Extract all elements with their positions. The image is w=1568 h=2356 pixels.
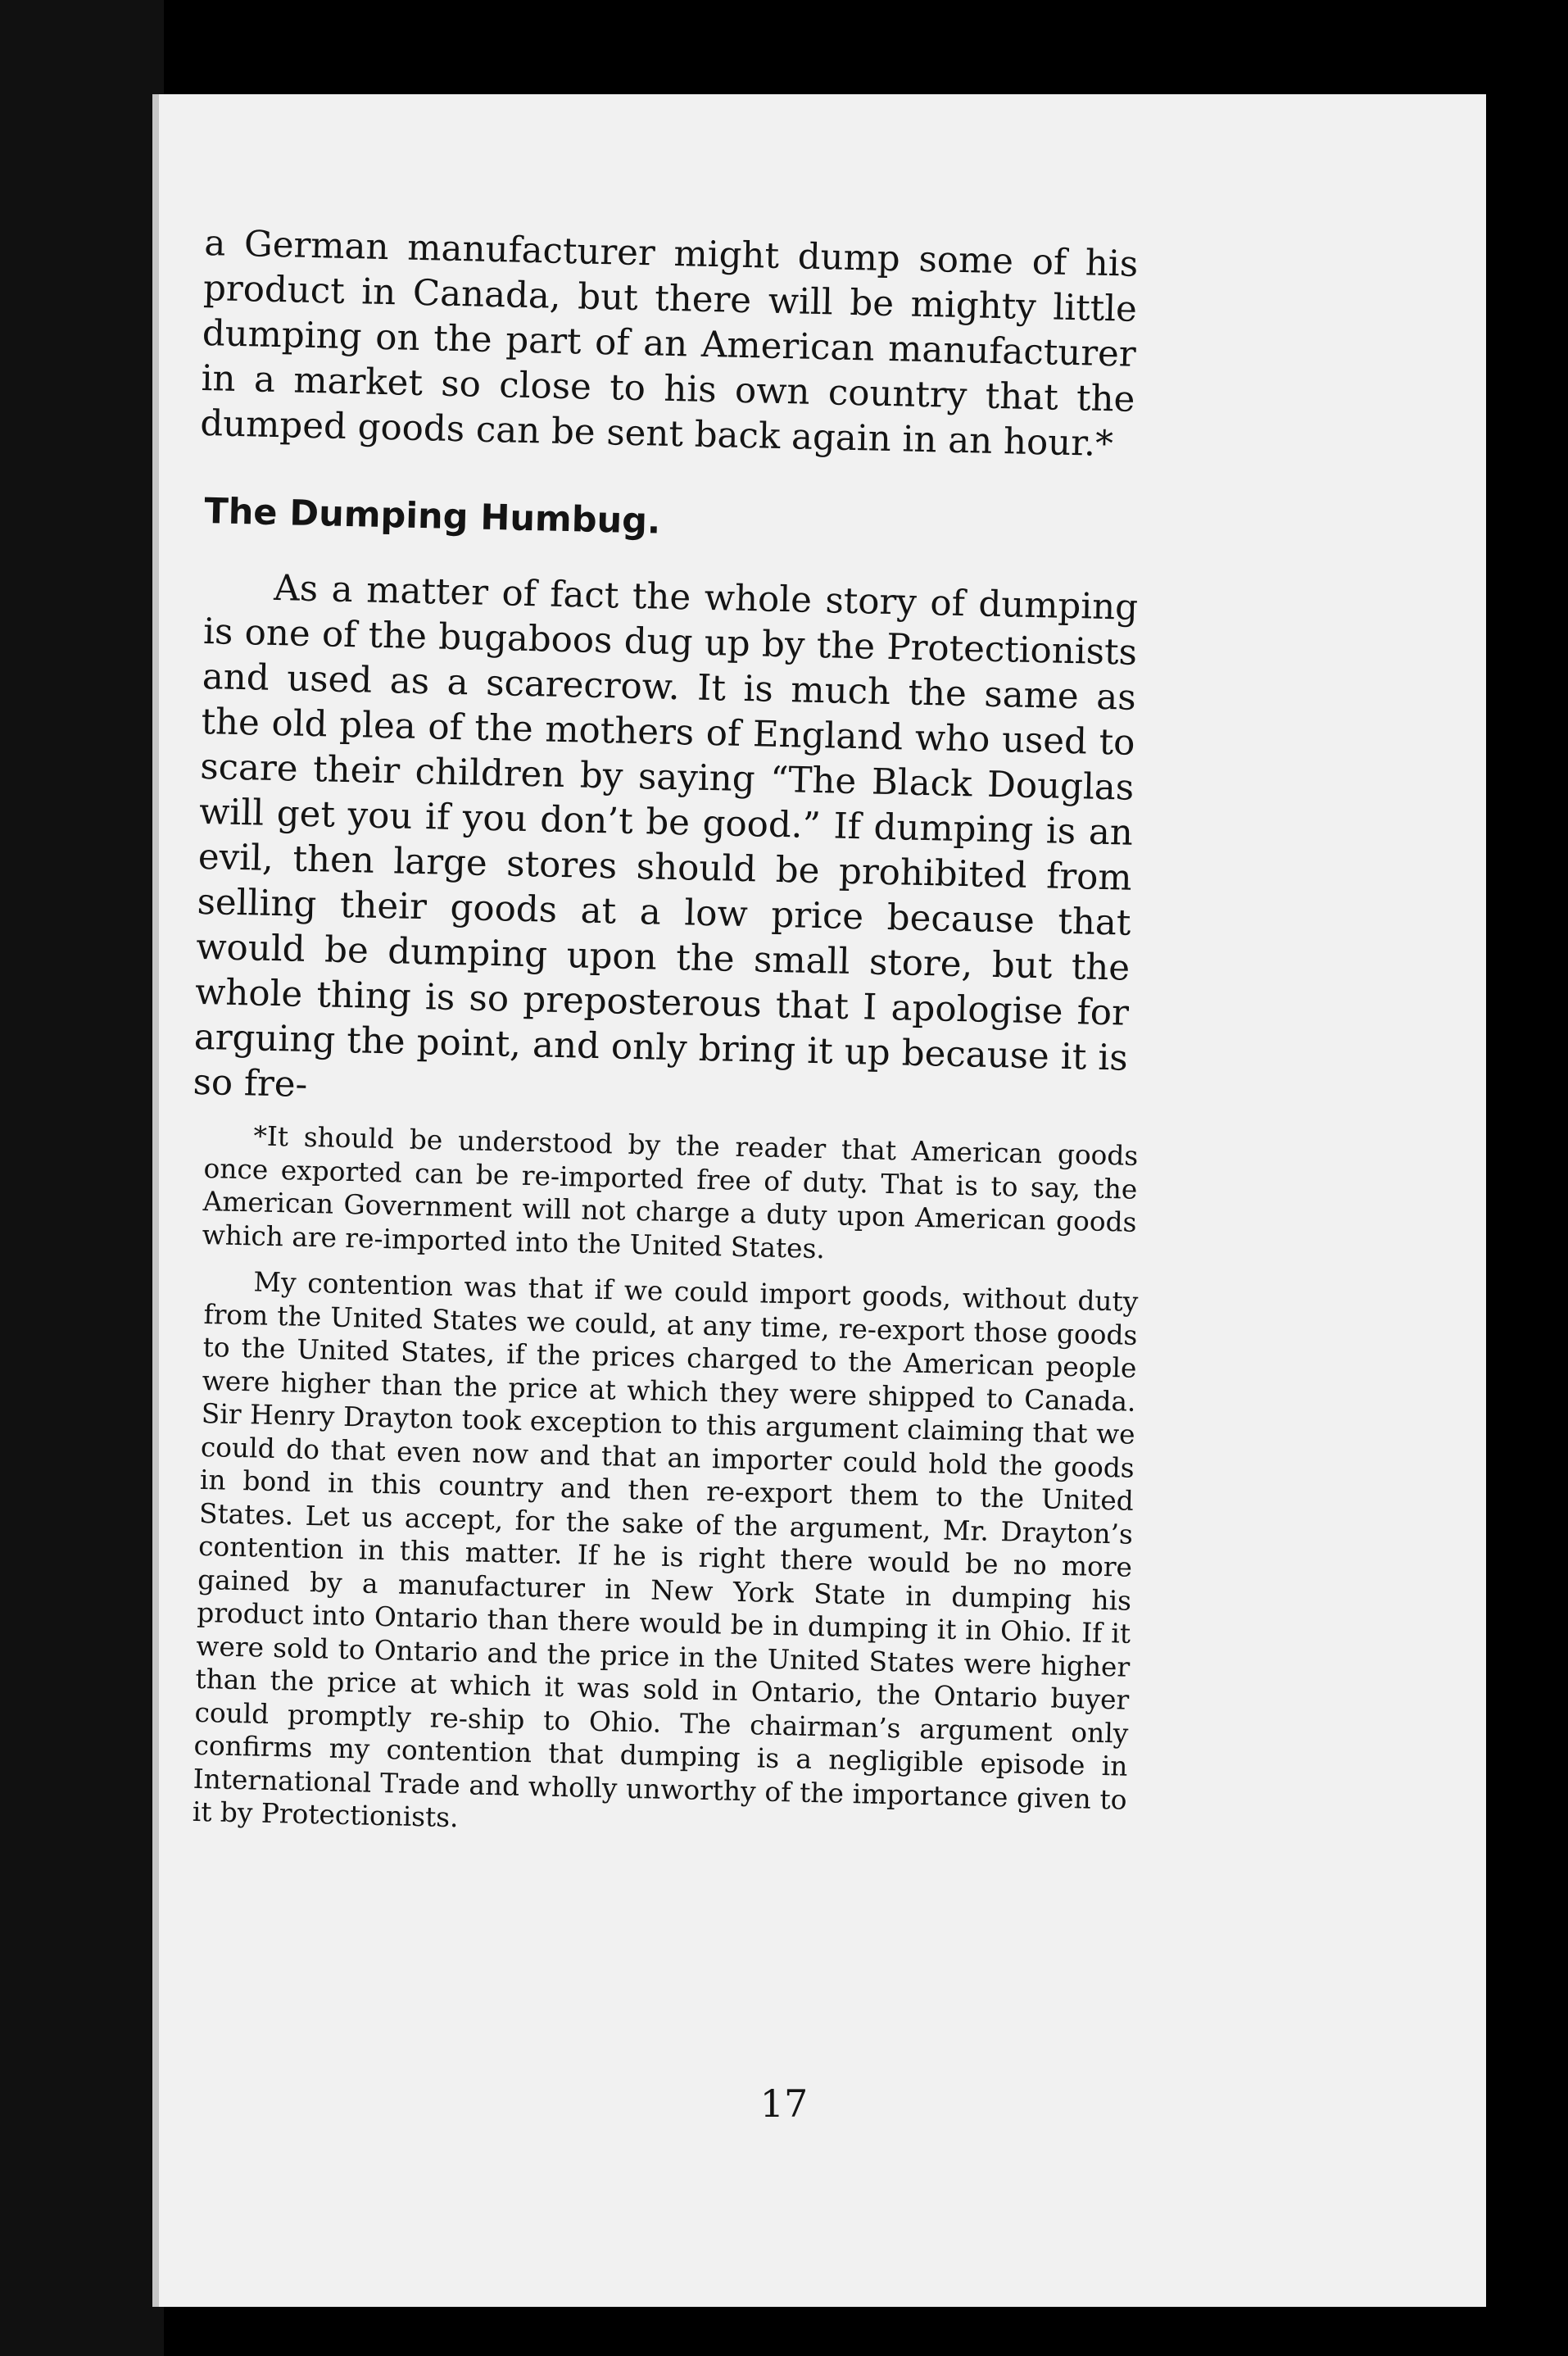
- footnote-second: My contention was that if we could import goods, without duty from the United States we could, at any time, re-export those goods to the United States, if the prices charged to the American people were higher than the price at which they were shipped to Canada. Sir Henry Drayton took exception to this argument claiming that we could do that even now and that an importer could hold the goods in bond in this country and then re-export them to the United States. Let us accept, for the sake of the argument, Mr. Drayton’s contention in this matter. If he is right there would be no more gained by a manufacturer in New York State in dumping his product into Ontario than there would be in dumping it in Ohio. If it were sold to Ontario and the price in the United States were higher than the price at which it was sold in Ontario, the Ontario buyer could promptly re-ship to Ohio. The chairman’s argument only confirms my contention that dumping is a negligible episode in International Trade and wholly unworthy of the importance given to it by Protectionists.: [192, 1266, 1139, 1834]
- footnote-first: *It should be understood by the reader that American goods once exported can be re-imported free of duty. That is to say, the American Government will not charge a duty upon American goods which are re-imported into the United States.: [202, 1120, 1139, 1264]
- binding-edge: [152, 94, 159, 2307]
- main-text: [193, 221, 1139, 1105]
- paragraph-dumping: As a matter of fact the whole story of dumping is one of the bugaboos dug up by the Protectionists and used as a scarecrow. It is much the same as the old plea of the mothers of England who used to scare their children by saying “The Black Douglas will get you if you don’t be good.” If dumping is an evil, then large stores should be prohibited from selling their goods at a low price because that would be dumping upon the small store, but the whole thing is so preposterous that I apologise for arguing the point, and only bring it up because it is so fre-: [193, 567, 1139, 1105]
- paragraph-continued: a German manufacturer might dump some of his product in Canada, but there will be mighty little dumping on the part of an American manufacturer in a market so close to his own country that the dumped goods can be sent back again in an hour.*: [199, 222, 1139, 465]
- page-number: 17: [759, 2081, 809, 2126]
- scan-border: [0, 0, 164, 2356]
- footnotes: [192, 1119, 1139, 1834]
- section-heading: The Dumping Humbug.: [203, 491, 661, 542]
